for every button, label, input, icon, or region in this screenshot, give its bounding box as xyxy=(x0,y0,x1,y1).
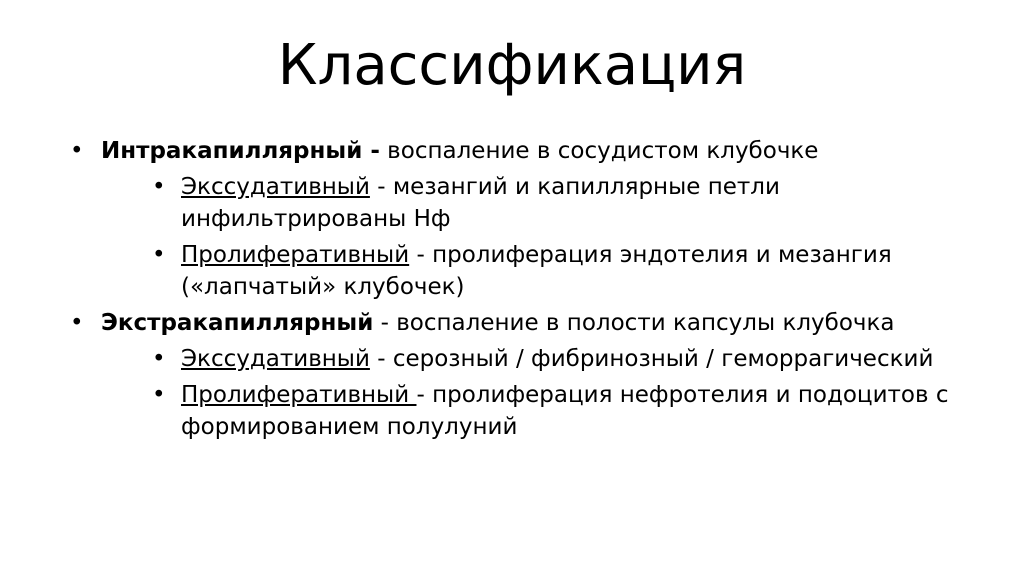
sublist-item-exudative xyxy=(70,343,970,375)
item-description: - мезангий и капиллярные петли инфильтрированы Нф xyxy=(181,174,780,232)
item-term: Пролиферативный xyxy=(181,242,410,268)
item-description: - воспаление в полости капсулы клубочка xyxy=(373,310,895,336)
list-item-intracapillary xyxy=(70,135,970,167)
item-term: Экссудативный xyxy=(181,174,370,200)
item-term: Интракапиллярный - xyxy=(101,138,380,164)
list-item-extracapillary xyxy=(70,307,970,339)
slide-title: Классификация xyxy=(277,33,747,98)
sublist-item-proliferative xyxy=(70,239,970,303)
item-term: Экстракапиллярный xyxy=(101,310,374,336)
item-description: воспаление в сосудистом клубочке xyxy=(379,138,819,164)
bullet-icon: • xyxy=(70,310,84,336)
item-term: Пролиферативный xyxy=(181,382,417,408)
sublist-item-proliferative xyxy=(70,379,970,443)
item-term: Экссудативный xyxy=(181,346,370,372)
bullet-icon: • xyxy=(152,382,166,408)
item-description: - серозный / фибринозный / геморрагический xyxy=(369,346,934,372)
sublist-item-exudative xyxy=(70,171,970,235)
item-description: - пролиферация нефротелия и подоцитов с формированием полулуний xyxy=(181,382,949,440)
bullet-icon: • xyxy=(70,138,84,164)
bullet-icon: • xyxy=(152,242,166,268)
bullet-list xyxy=(70,135,970,447)
bullet-icon: • xyxy=(152,346,166,372)
item-description: - пролиферация эндотелия и мезангия («лапчатый» клубочек) xyxy=(181,242,892,300)
bullet-icon: • xyxy=(152,174,166,200)
